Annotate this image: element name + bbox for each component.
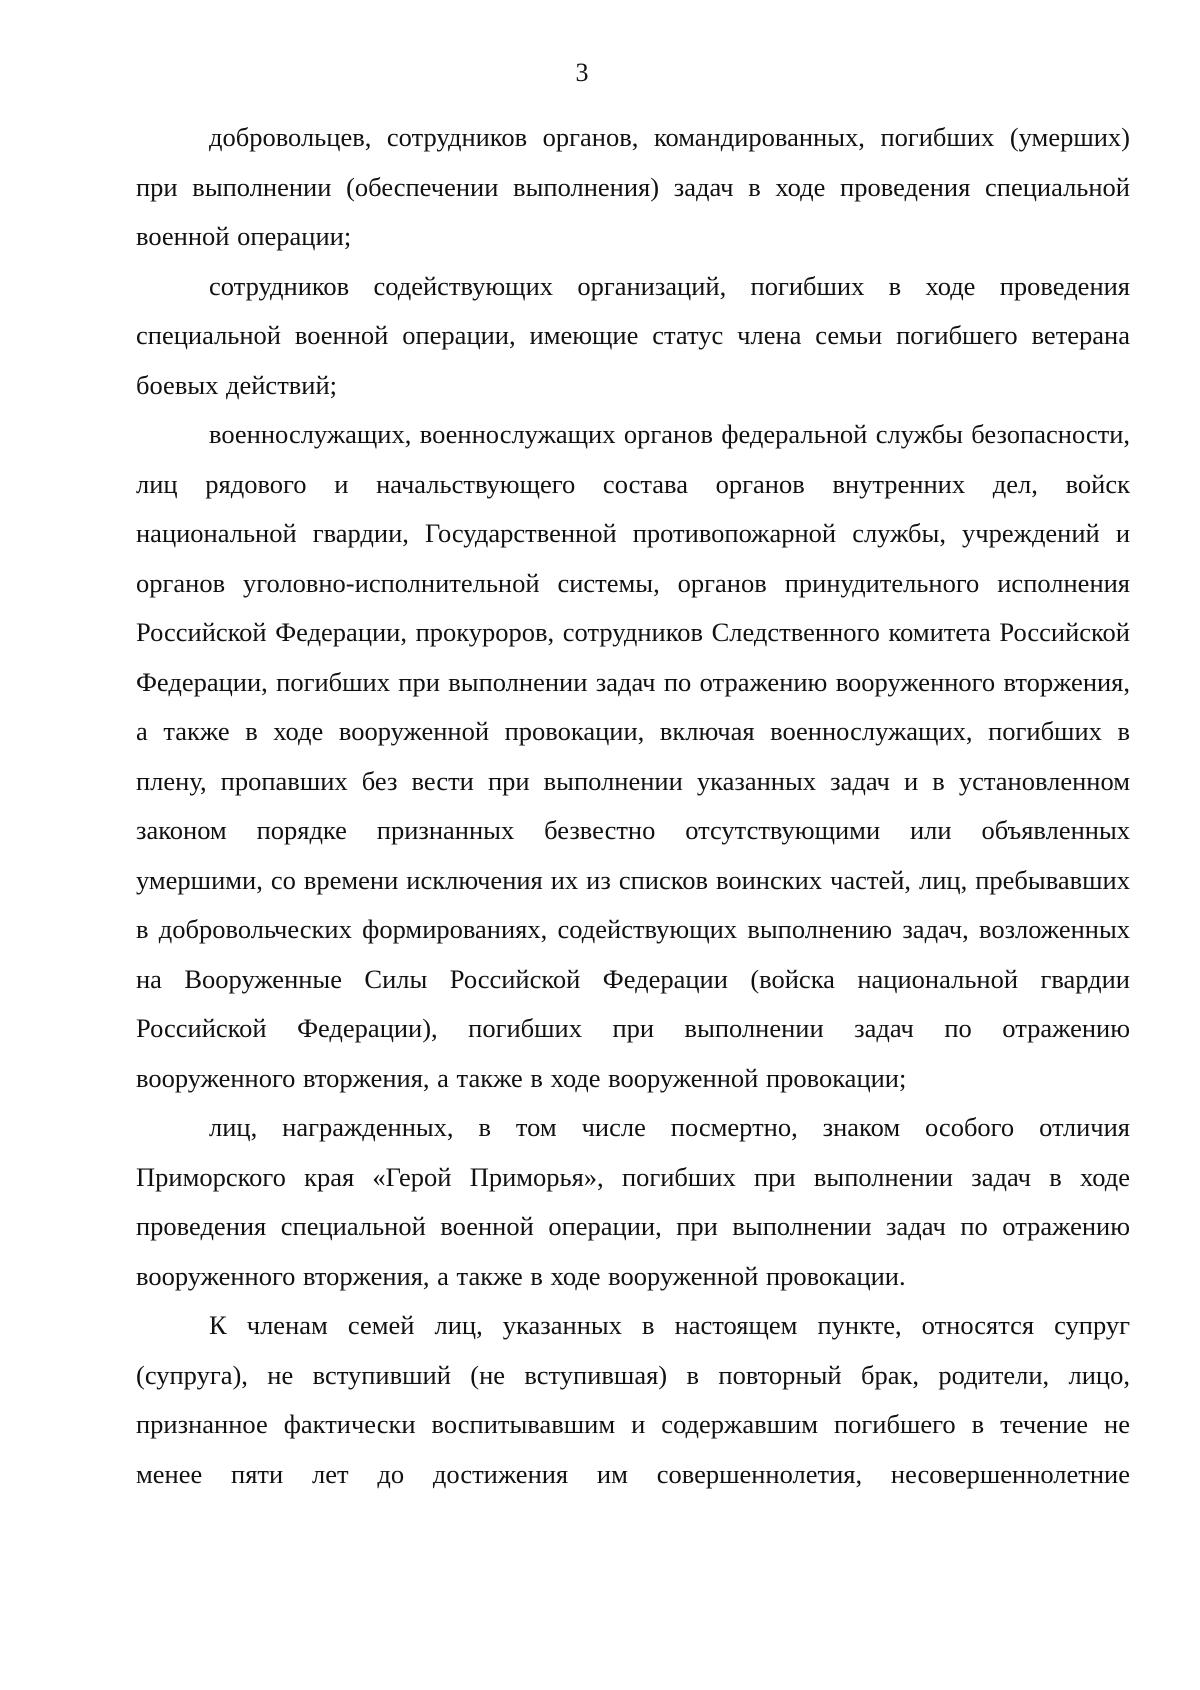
paragraph-assisting-organizations: сотрудников содействующих организаций, погибших в ходе проведения специальной военной операции, имеющие статус члена семьи погибшего ветерана боевых действий;: [136, 270, 1130, 400]
paragraph-hero-of-primorye: лиц, награжденных, в том числе посмертно, знаком особого отличия Приморского края «Герой Приморья», погибших при выполнении задач в ходе проведения специальной военной операции, при выполнении задач по отражению вооруженного вторжения, а также в ходе вооруженной провокации.: [136, 1112, 1130, 1291]
document-body: [136, 113, 1130, 1499]
paragraph-servicemen: военнослужащих, военнослужащих органов федеральной службы безопасности, лиц рядового и начальствующего состава органов внутренних дел, войск национальной гвардии, Государственной противопожарной службы, учреждений и органов уголовно-исполнительной системы, органов принудительного исполнения Российской Федерации, прокуроров, сотрудников Следственного комитета Российской Федерации, погибших при выполнении задач по отражению вооруженного вторжения, а также в ходе вооруженной провокации, включая военнослужащих, погибших в плену, пропавших без вести при выполнении указанных задач и в установленном законом порядке признанных безвестно отсутствующими или объявленных умершими, со времени исключения их из списков воинских частей, лиц, пребывавших в добровольческих формированиях, содействующих выполнению задач, возложенных на Вооруженные Силы Российской Федерации (войска национальной гвардии Российской Федерации), погибших при выполнении задач по отражению вооруженного вторжения, а также в ходе вооруженной провокации;: [136, 419, 1130, 1093]
paragraph-family-members: К членам семей лиц, указанных в настоящем пункте, относятся супруг (супруга), не вступивший (не вступившая) в повторный брак, родители, лицо, признанное фактически воспитывавшим и содержавшим погибшего в течение не менее пяти лет до достижения им совершеннолетия, несовершеннолетние: [136, 1310, 1130, 1489]
page-number: 3: [575, 58, 589, 87]
paragraph-volunteers: добровольцев, сотрудников органов, командированных, погибших (умерших) при выполнении (обеспечении выполнения) задач в ходе проведения специальной военной операции;: [136, 122, 1130, 251]
